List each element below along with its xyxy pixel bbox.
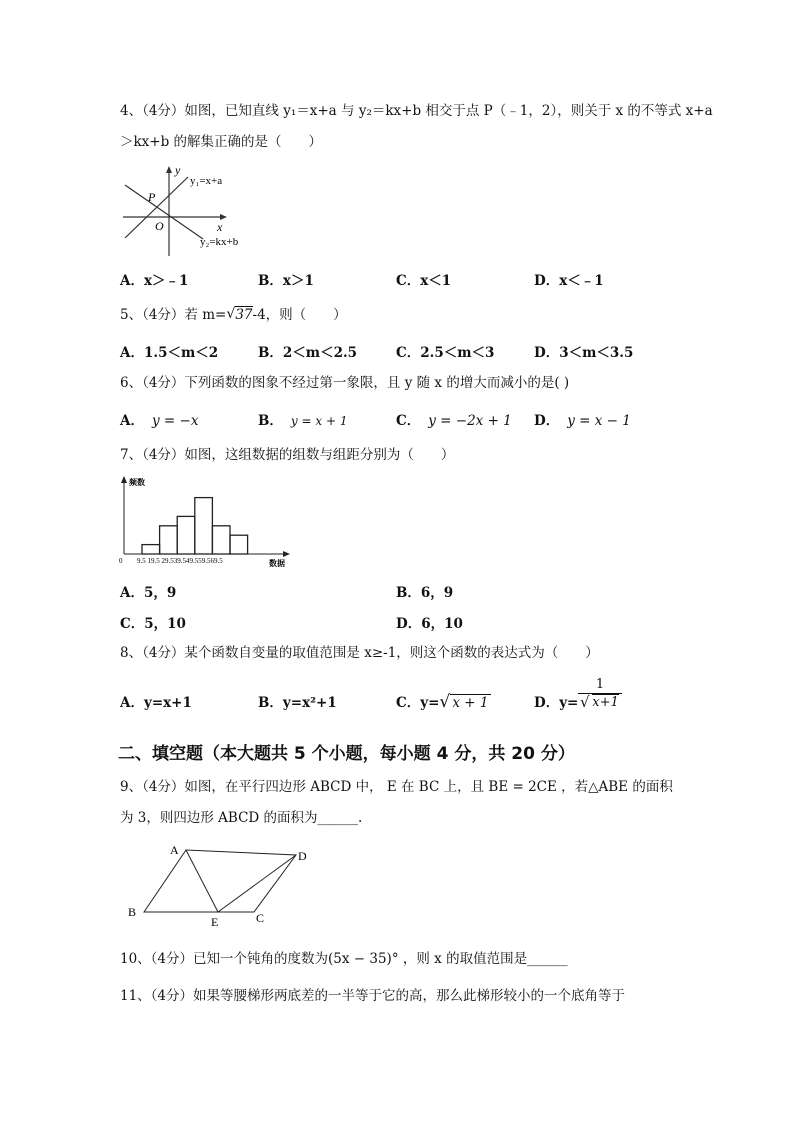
q4-l2-label: y₂=kx+b xyxy=(200,236,239,248)
q9-abcd xyxy=(144,850,296,912)
q6-option-a-letter: A． xyxy=(120,413,144,429)
q11-question: 11、（4分）如果等腰梯形两底差的一半等于它的高，那么此梯形较小的一个底角等于 xyxy=(120,988,626,1004)
q7-x-ticks: 9.5 19.5 29.539.549.559.569.5 xyxy=(137,557,223,565)
q6-option-c-letter: C． xyxy=(396,413,421,429)
q7-bar-1 xyxy=(142,545,160,554)
q5-prefix: 5、（4分）若 m= xyxy=(120,307,227,323)
q4-x-label: x xyxy=(217,220,223,234)
q5-option-b[interactable]: B．2＜m＜2.5 xyxy=(258,345,358,361)
q9-line1: 9、（4分）如图，在平行四边形 ABCD 中， E 在 BC 上，且 BE = 2CE ，若△ABE 的面积 xyxy=(120,779,673,795)
q9-line2: 为 3，则四边形 ABCD 的面积为______. xyxy=(120,810,363,826)
q6-option-b-letter: B． xyxy=(258,413,283,429)
q9-label-a: A xyxy=(170,843,179,857)
q8-option-a[interactable]: A．y=x+1 xyxy=(120,695,192,711)
q5-option-a[interactable]: A．1.5＜m＜2 xyxy=(120,345,219,361)
q5-option-c[interactable]: C．2.5＜m＜3 xyxy=(396,345,495,361)
q8-d-radicand: x+1 xyxy=(592,695,619,710)
q6-option-b[interactable] xyxy=(258,409,347,429)
q8-c-sqrt: √ x + 1 xyxy=(439,692,489,712)
q7-bars xyxy=(142,498,248,554)
q6-formula-a: y = −x xyxy=(151,413,199,429)
q5-option-d[interactable]: D．3＜m＜3.5 xyxy=(534,345,634,361)
q7-ylabel: 频数 xyxy=(129,478,145,487)
q7-bar-5 xyxy=(212,526,230,554)
q8-question: 8、（4分）某个函数自变量的取值范围是 x≥-1，则这个函数的表达式为（ ） xyxy=(120,645,599,661)
q8-option-d-letter: D．y= xyxy=(534,695,579,711)
q7-xlabel: 数据 xyxy=(269,559,285,568)
q4-option-c[interactable]: C．x＜1 xyxy=(396,273,452,289)
q4-p-label: P xyxy=(148,190,156,204)
q7-bar-2 xyxy=(160,526,178,554)
q8-d-numerator: 1 xyxy=(578,677,622,694)
q10-question: 10、（4分）已知一个钝角的度数为(5x − 35)° ，则 x 的取值范围是______ xyxy=(120,951,568,967)
q4-y-label: y xyxy=(175,163,181,177)
q7-option-a[interactable]: A．5，9 xyxy=(120,585,177,601)
q8-c-radicand: x + 1 xyxy=(452,695,489,711)
q7-y-arrow xyxy=(121,476,127,483)
q6-formula-d: y = x − 1 xyxy=(567,413,631,429)
q9-label-b: B xyxy=(128,905,137,919)
q7-bar-4 xyxy=(195,498,213,554)
q6-option-c[interactable] xyxy=(396,409,512,429)
q7-option-c[interactable]: C．5，10 xyxy=(120,616,186,632)
q5-suffix: -4，则（ ） xyxy=(252,307,347,323)
q7-option-d[interactable]: D．6，10 xyxy=(396,616,463,632)
section-2-title: 二、填空题（本大题共 5 个小题，每小题 4 分，共 20 分） xyxy=(118,744,575,764)
q4-line-graph xyxy=(115,160,275,260)
q4-line1: 4、（4分）如图，已知直线 y₁＝x+a 与 y₂＝kx+b 相交于点 P（﹣1，2），则关于 x 的不等式 x+a xyxy=(120,103,713,119)
q7-histogram xyxy=(112,472,297,572)
q6-option-d[interactable] xyxy=(534,409,631,429)
q4-o-label: O xyxy=(155,219,164,233)
q8-option-d[interactable] xyxy=(534,691,578,711)
q8-option-b[interactable]: B．y=x²+1 xyxy=(258,695,337,711)
q7-bar-3 xyxy=(177,516,195,554)
q6-formula-b: y = x + 1 xyxy=(290,414,348,428)
q9-ae xyxy=(186,850,218,912)
q4-l1-label: y₁=x+a xyxy=(190,175,223,187)
q7-question: 7、（4分）如图，这组数据的组数与组距分别为（ ） xyxy=(120,447,455,463)
q6-option-d-letter: D． xyxy=(534,413,560,429)
q9-label-e: E xyxy=(211,915,219,929)
q7-option-b[interactable]: B．6，9 xyxy=(396,585,454,601)
q8-option-c-letter: C．y= xyxy=(396,695,440,711)
q7-origin: 0 xyxy=(119,557,123,565)
q8-d-fraction xyxy=(578,677,622,710)
q8-option-c[interactable] xyxy=(396,691,491,711)
q8-d-denominator: √ x+1 xyxy=(580,693,619,711)
q4-line-y2 xyxy=(125,185,203,239)
q4-option-b[interactable]: B．x＞1 xyxy=(258,273,314,289)
q6-option-a[interactable] xyxy=(120,409,198,429)
q9-label-d: D xyxy=(298,849,307,863)
q4-line2: ＞kx+b 的解集正确的是（ ） xyxy=(120,134,323,150)
q9-label-c: C xyxy=(256,911,265,925)
q6-question: 6、（4分）下列函数的图象不经过第一象限，且 y 随 x 的增大而减小的是( ) xyxy=(120,375,570,391)
q5-question xyxy=(120,305,347,325)
q5-radicand: 37 xyxy=(235,307,253,323)
q7-x-arrow xyxy=(283,551,290,557)
q4-option-d[interactable]: D．x＜﹣1 xyxy=(534,273,604,289)
q5-sqrt: √ 37 xyxy=(226,306,253,323)
q6-formula-c: y = −2x + 1 xyxy=(428,413,512,429)
q9-ed xyxy=(218,855,296,912)
q9-parallelogram xyxy=(122,838,322,930)
q4-option-a[interactable]: A．x＞﹣1 xyxy=(120,273,189,289)
q4-y-arrow xyxy=(166,166,172,173)
q7-bar-6 xyxy=(230,535,248,554)
